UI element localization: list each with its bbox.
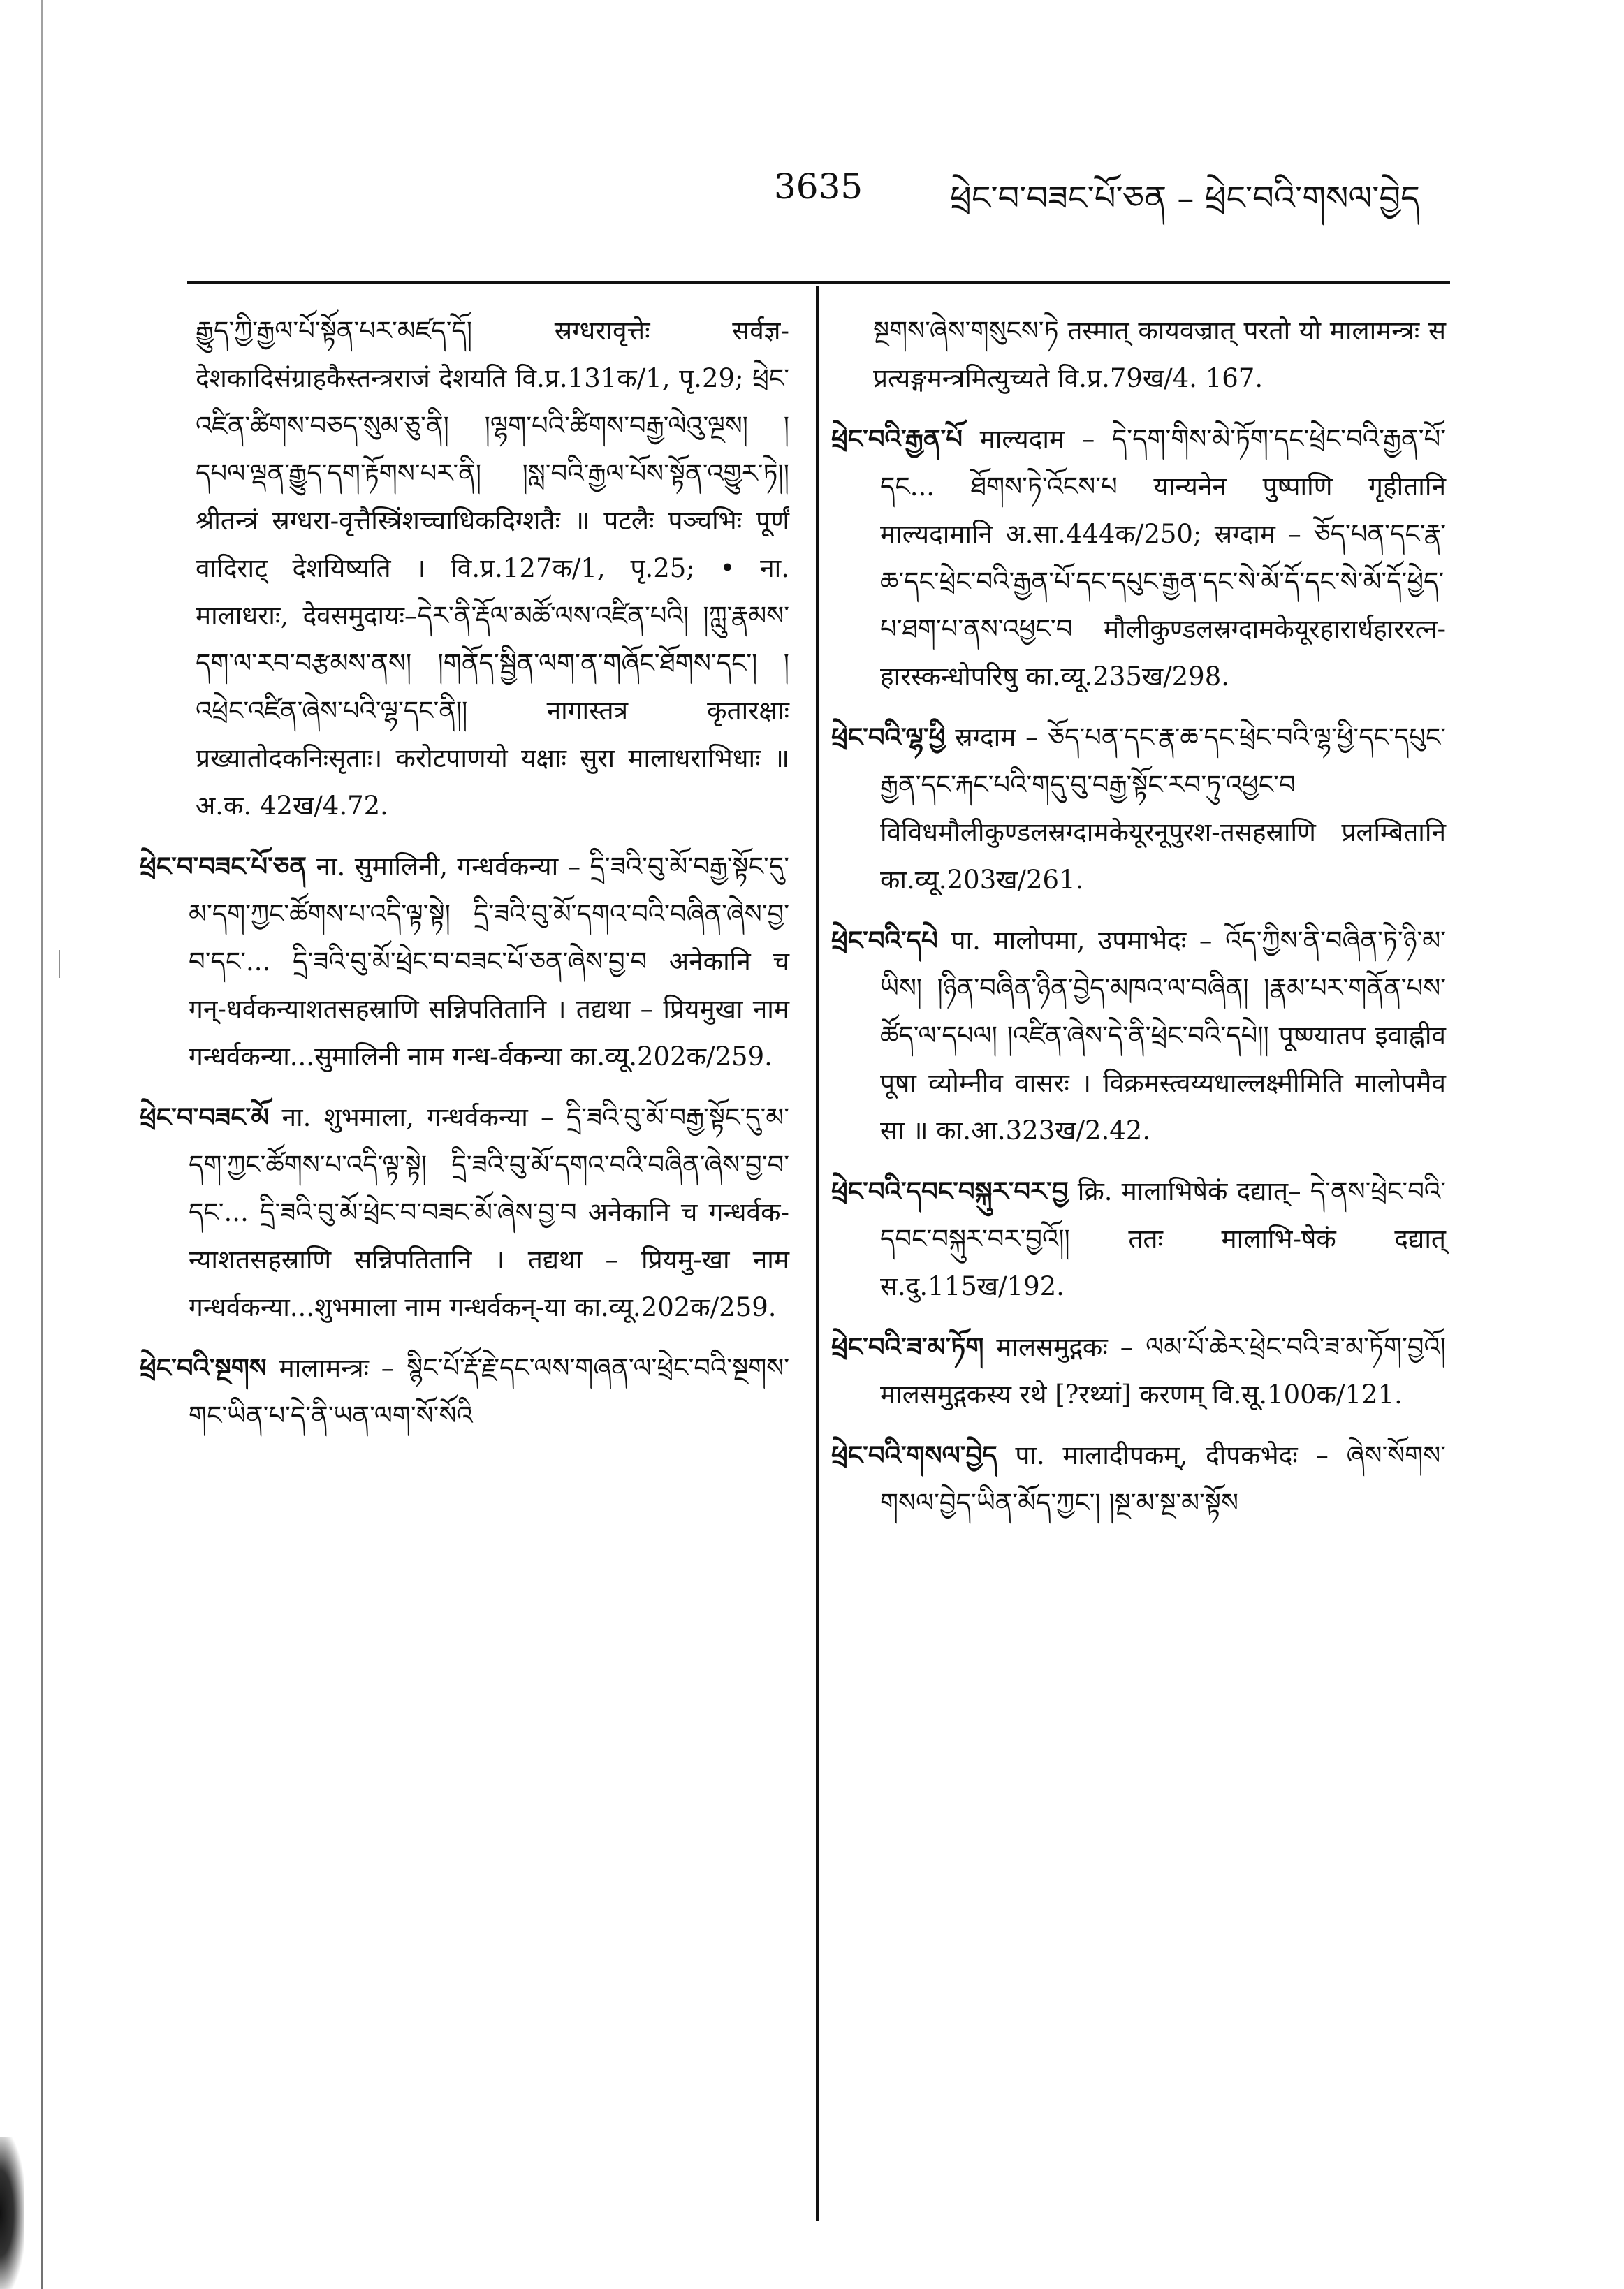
entry-headword: ཕྲེང་བའི་དབང་བསྐུར་བར་བྱ [831,1176,1069,1206]
entry-text: मालामन्त्रः – སྙིང་པོ་རྡོ་རྗེ་དང་ལས་གཞན་ལ་ཕྲེང་བའི་སྔགས་གང་ཡིན་པ་དེ་ནི་ཡན་ལག་སོ་སོའི [189,1353,790,1431]
entry [140,1093,789,1331]
running-head: ཕྲེང་བ་བཟང་པོ་ཅན – ཕྲེང་བའི་གསལ་བྱེད [950,179,1420,218]
entry-headword: ཕྲེང་བའི་གསལ་བྱེད [831,1440,997,1470]
entry-text: སྔགས་ཞེས་གསུངས་ཏེ तस्मात् कायवज्रात् परतो यो मालामन्त्रः स प्रत्यङ्गमन्त्रमित्युच्यते वि.प्र.79ख/4. 167. [873,316,1446,393]
entry-text: पा. मालादीपकम्, दीपकभेदः – ཞེས་སོགས་གསལ་བྱེད་ཡིན་མོད་ཀྱང་། །སྔ་མ་སྔ་མ་སྟོས [880,1440,1447,1518]
entry-headword: ཕྲེང་བའི་སྔགས [140,1352,267,1383]
entry-text: मालसमुद्गकः – ལམ་པོ་ཆེར་ཕྲེང་བའི་ཟ་མ་ཏོག་བྱའོ། मालसमुद्गकस्य रथे [?रथ्यां] करणम् वि.सू.100क/121. [880,1332,1447,1410]
entry [831,1431,1446,1527]
stray-mark [59,950,60,978]
entry-text: क्रि. मालाभिषेकं दद्यात्– དེ་ནས་ཕྲེང་བའི་དབང་བསྐུར་བར་བྱའོ།། ततः मालाभि-षेकं दद्यात् स.दु.115ख/192. [880,1176,1446,1301]
entry-text: पा. मालोपमा, उपमाभेदः – འོད་ཀྱིས་ནི་བཞིན་ཏེ་ཉི་མ་ཡིས། །ཉིན་བཞིན་ཉིན་བྱེད་མཁའ་ལ་བཞིན། །རྣམ་པར་གནོན་པས་ཚོད་ལ་དཔལ། །འཛིན་ཞེས་དེ་ནི་ཕྲེང་བའི་དཔེ།། पूष्ण्यातप इवाह्नीव पूषा व्योम्नीव वासरः । विक्रमस्त्वय्यधाल्लक्ष्मीमिति मालोपमैव सा ॥ का.आ.323ख/2.42. [880,926,1447,1146]
entry-headword: ཕྲེང་བའི་དཔེ [831,925,938,956]
entry [831,1167,1446,1310]
binding-shadow [0,2137,24,2289]
entry-headword: ཕྲེང་བའི་ལྷ་ཕྱི [831,722,946,752]
entry [831,916,1446,1155]
entry [831,307,1446,402]
right-column [831,307,1446,1540]
entry [140,842,789,1081]
header-rule [187,281,1450,284]
entry-text: माल्यदाम – དེ་དག་གིས་མེ་ཏོག་དང་ཕྲེང་བའི་རྒྱན་པོ་དང... ཐོགས་ཏེ་འོངས་པ यान्यनेन पुष्पाणि गृहीतानि माल्यदामानि अ.सा.444क/250; स्रग्दाम – ཅོད་པན་དང་རྣ་ཆ་དང་ཕྲེང་བའི་རྒྱན་པོ་དང་དཔུང་རྒྱན་དང་སེ་མོ་དོ་དང་སེ་མོ་དོ་ཕྱེད་པ་ཐག་པ་ནས་འཕྱང་བ मौलीकुण्डलस्रग्दामकेयूरहारार्धहाररत्न-हारस्कन्धोपरिषु का.व्यू.235ख/298. [880,424,1446,692]
page-number: 3635 [774,166,863,207]
column-divider [816,286,819,2221]
entry [140,1344,789,1440]
binding-edge [41,0,43,2289]
entry [831,1323,1446,1419]
entry-text: རྒྱུད་ཀྱི་རྒྱལ་པོ་སྟོན་པར་མཛད་དོ། स्रग्धरावृत्तेः सर्वज्ञ-देशकादिसंग्राहकैस्तन्त्रराजं देशयति वि.प्र.131क/1, पृ.29; ཕྲེང་འཛིན་ཚིགས་བཅད་སུམ་ཅུ་ནི། །ལྷག་པའི་ཚིགས་བརྒྱ་ལེའུ་ལྔས། །དཔལ་ལྡན་རྒྱུད་དག་རྟོགས་པར་ནི། །སླ་བའི་རྒྱལ་པོས་སྟོན་འགྱུར་ཏེ།། श्रीतन्त्रं स्रग्धरा-वृत्तैस्त्रिंशच्चाधिकदिग्शतैः ॥ पटलैः पञ्चभिः पूर्णं वादिराट् देशयिष्यति । वि.प्र.127क/1, पृ.25; • ना. मालाधराः, देवसमुदायः–དེར་ནི་རྡོལ་མཚོ་ལས་འཛིན་པའི། །ཀླུ་རྣམས་དག་ལ་རབ་བརྩམས་ནས། །གནོད་སྦྱིན་ལག་ན་གཞོང་ཐོགས་དང་། །འཕྲེང་འཛིན་ཞེས་པའི་ལྷ་དང་ནི།། नागास्तत्र कृतारक्षाः प्रख्यातोदकनिःसृताः। करोटपाणयो यक्षाः सुरा मालाधराभिधाः ॥ अ.क. 42ख/4.72. [196,316,789,821]
entry-text: ना. सुमालिनी, गन्धर्वकन्या – དྲི་ཟའི་བུ་མོ་བརྒྱ་སྟོང་དུ་མ་དག་ཀྱང་ཚོགས་པ་འདི་ལྟ་སྟེ། དྲི་ཟའི་བུ་མོ་དགའ་བའི་བཞིན་ཞེས་བྱ་བ་དང་... དྲི་ཟའི་བུ་མོ་ཕྲེང་བ་བཟང་པོ་ཅན་ཞེས་བྱ་བ अनेकानि च गन्-धर्वकन्याशतसहस्राणि सन्निपतितानि । तद्यथा – प्रियमुखा नाम गन्धर्वकन्या...सुमालिनी नाम गन्ध-र्वकन्या का.व्यू.202क/259. [189,851,789,1072]
entry-headword: ཕྲེང་བ་བཟང་པོ་ཅན [140,851,307,882]
left-column [140,307,789,1452]
entry [831,415,1446,701]
entry-text: स्रग्दाम – ཅོད་པན་དང་རྣ་ཆ་དང་ཕྲེང་བའི་ལྷ་ཕྱི་དང་དཔུང་རྒྱན་དང་རྐང་པའི་གདུ་བུ་བརྒྱ་སྟོང་རབ་ཏུ་འཕྱང་བ विविधमौलीकुण्डलस्रग्दामकेयूरनूपुरश-तसहस्राणि प्रलम्बितानि का.व्यू.203ख/261. [880,722,1446,895]
entry-headword: ཕྲེང་བའི་ཟ་མ་ཏོག [831,1331,984,1362]
entry-headword: ཕྲེང་བའི་རྒྱན་པོ [831,423,963,454]
entry [140,307,789,830]
entry-headword: ཕྲེང་བ་བཟང་མོ [140,1102,270,1132]
entry [831,713,1446,904]
entry-text: ना. शुभमाला, गन्धर्वकन्या – དྲི་ཟའི་བུ་མོ་བརྒྱ་སྟོང་དུ་མ་དག་ཀྱང་ཚོགས་པ་འདི་ལྟ་སྟེ། དྲི་ཟའི་བུ་མོ་དགའ་བའི་བཞིན་ཞེས་བྱ་བ་དང་... དྲི་ཟའི་བུ་མོ་ཕྲེང་བ་བཟང་མོ་ཞེས་བྱ་བ अनेकानि च गन्धर्वक-न्याशतसहस्राणि सन्निपतितानि । तद्यथा – प्रियमु-खा नाम गन्धर्वकन्या...शुभमाला नाम गन्धर्वकन्-या का.व्यू.202क/259. [189,1102,789,1322]
